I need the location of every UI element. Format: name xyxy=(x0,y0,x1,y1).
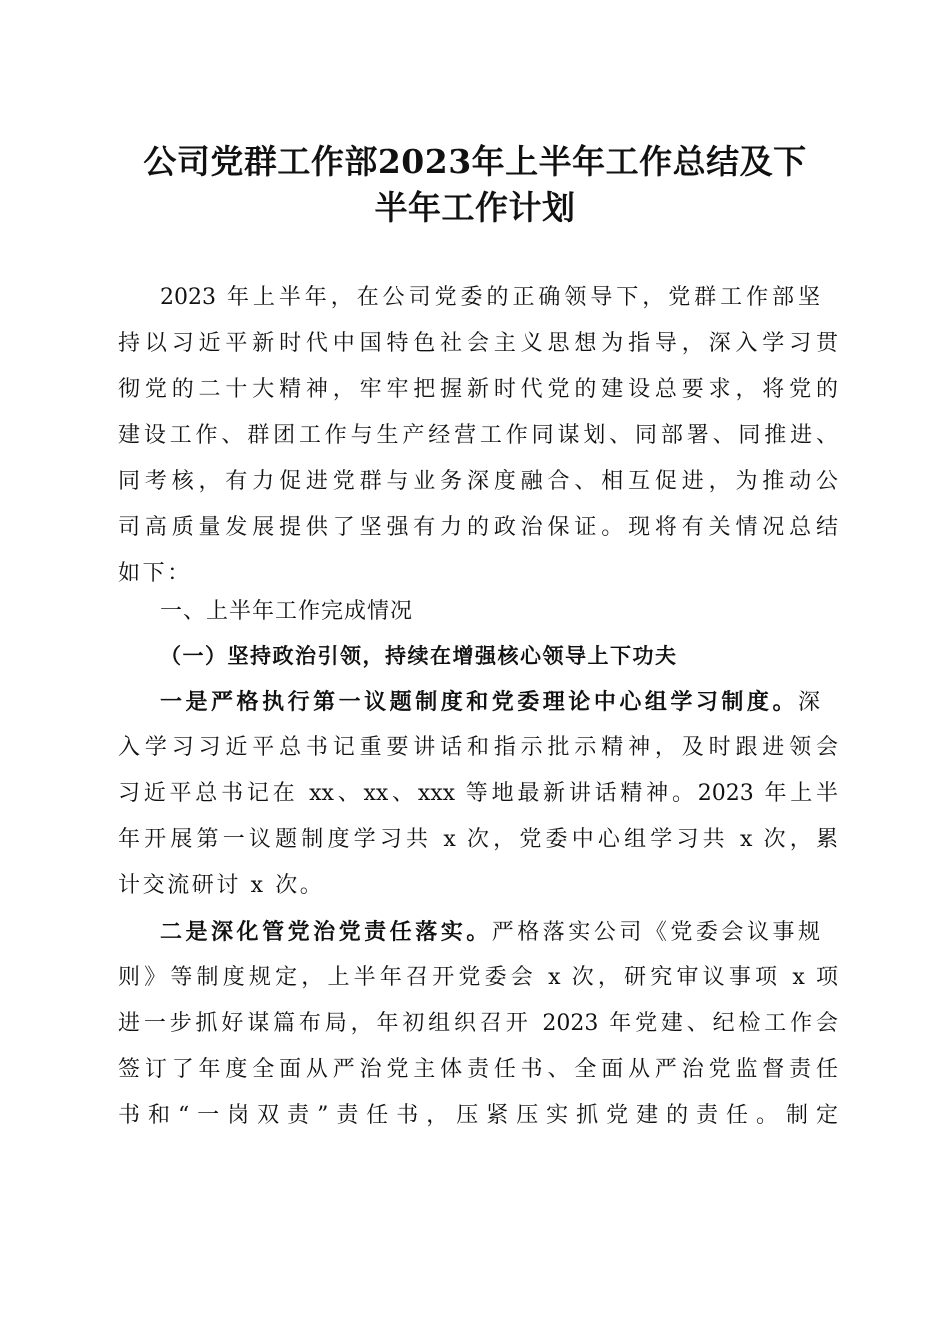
para2-line-1 xyxy=(160,917,820,948)
para2-lead: 二是深化管党治党责任落实。 xyxy=(160,919,492,945)
document-title-line-2: 半年工作计划 xyxy=(374,188,576,227)
para1-line-3: 习近平总书记在 xx、xx、xxx 等地最新讲话精神。2023 年上半 xyxy=(118,781,838,806)
intro-line-3: 彻党的二十大精神，牢牢把握新时代党的建设总要求，将党的 xyxy=(118,377,838,402)
para1-line-2: 入学习习近平总书记重要讲话和指示批示精神，及时跟进领会 xyxy=(118,735,838,760)
para2-line-2: 则》等制度规定，上半年召开党委会 x 次，研究审议事项 x 项 xyxy=(118,965,838,990)
intro-line-2: 持以习近平新时代中国特色社会主义思想为指导，深入学习贯 xyxy=(118,331,838,356)
intro-line-6: 司高质量发展提供了坚强有力的政治保证。现将有关情况总结 xyxy=(118,515,838,540)
para2-line-5: 书和“一岗双责”责任书，压紧压实抓党建的责任。制定 xyxy=(118,1103,838,1128)
para1-line-5: 计交流研讨 x 次。 xyxy=(118,873,325,898)
para2-line-4: 签订了年度全面从严治党主体责任书、全面从严治党监督责任 xyxy=(118,1057,838,1082)
intro-line-1: 2023 年上半年，在公司党委的正确领导下，党群工作部坚 xyxy=(160,285,820,310)
intro-line-7: 如下： xyxy=(118,561,192,586)
para2-line-3: 进一步抓好谋篇布局，年初组织召开 2023 年党建、纪检工作会 xyxy=(118,1011,838,1036)
intro-line-5: 同考核，有力促进党群与业务深度融合、相互促进，为推动公 xyxy=(118,469,838,494)
para2-lead-rest: 严格落实公司《党委会议事规 xyxy=(491,920,820,945)
para1-lead-rest: 深 xyxy=(797,690,820,715)
para1-lead: 一是严格执行第一议题制度和党委理论中心组学习制度。 xyxy=(160,689,798,715)
para1-line-1 xyxy=(160,687,820,718)
para1-line-4: 年开展第一议题制度学习共 x 次，党委中心组学习共 x 次，累 xyxy=(118,827,838,852)
subsection-heading-1: （一）坚持政治引领，持续在增强核心领导上下功夫 xyxy=(160,643,678,668)
intro-line-4: 建设工作、群团工作与生产经营工作同谋划、同部署、同推进、 xyxy=(118,423,838,448)
section-heading-1: 一、上半年工作完成情况 xyxy=(160,599,414,624)
document-title-line-1: 公司党群工作部2023年上半年工作总结及下 xyxy=(143,142,807,181)
